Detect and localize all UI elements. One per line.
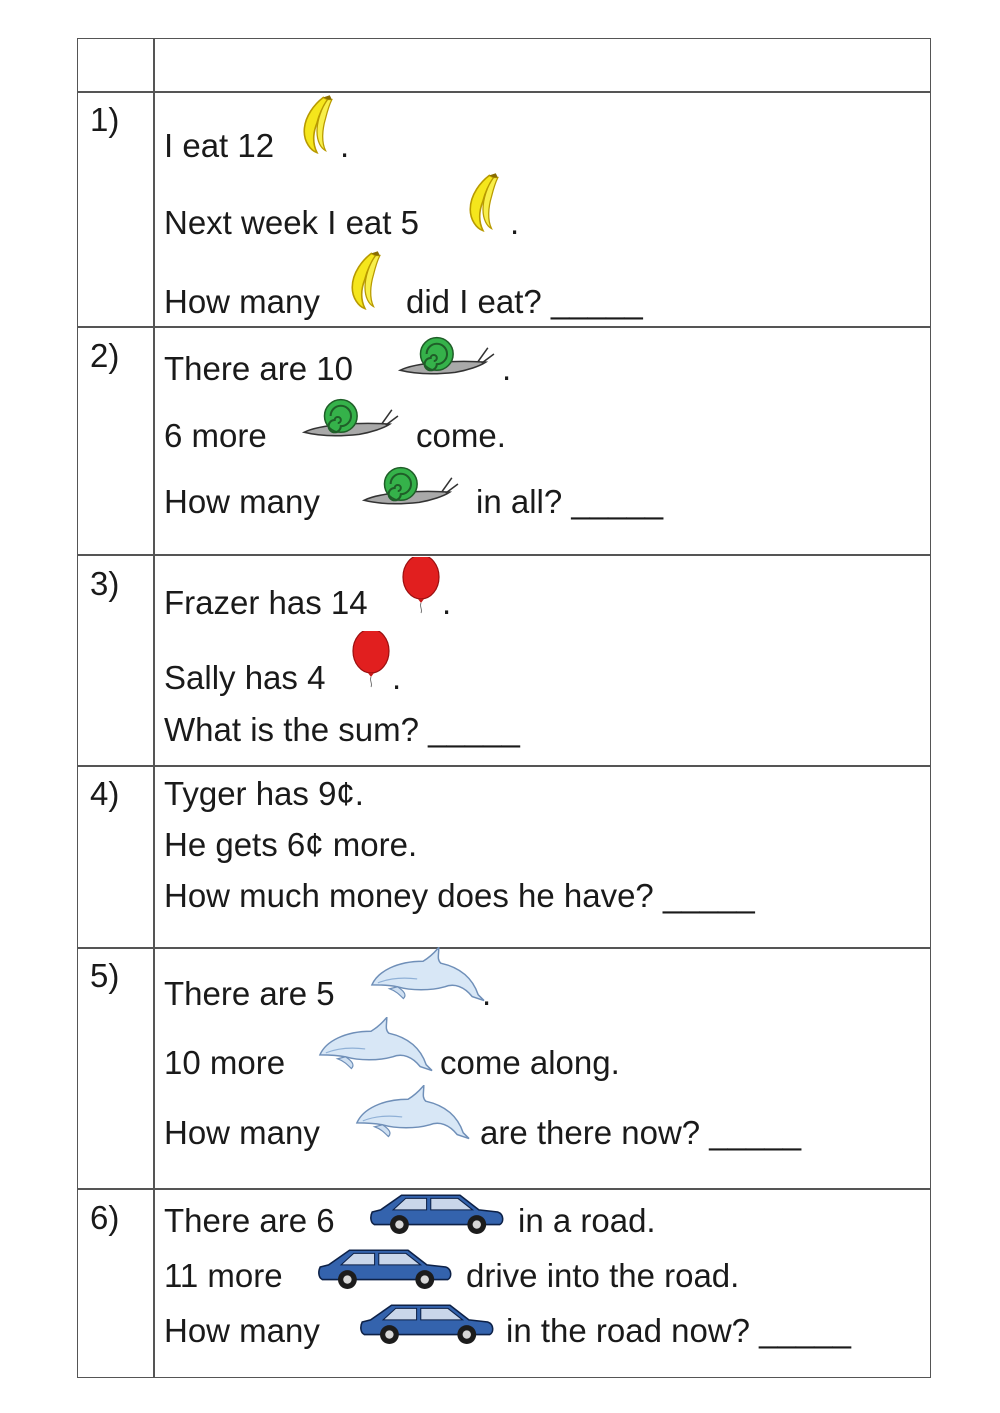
problem-line: in a road. — [518, 1202, 656, 1239]
problem-line: in the road now? _____ — [506, 1312, 851, 1349]
snail-icon — [396, 333, 496, 379]
problem-line: did I eat? _____ — [406, 283, 643, 320]
row-divider — [78, 765, 930, 767]
row-divider — [78, 326, 930, 328]
problem-line: Tyger has 9¢. — [164, 775, 364, 812]
problem-number: 3) — [90, 565, 120, 602]
problem-number: 4) — [90, 775, 120, 812]
problem-line: He gets 6¢ more. — [164, 826, 418, 863]
problem-line: . — [510, 204, 520, 241]
problem-line: How many — [164, 1114, 320, 1151]
problem-line: . — [392, 659, 402, 696]
problem-line: 11 more — [164, 1257, 283, 1294]
balloon-icon — [351, 631, 391, 689]
row-divider — [78, 91, 930, 93]
row-divider — [78, 1188, 930, 1190]
dolphin-icon — [316, 1017, 434, 1073]
banana-icon — [466, 171, 500, 235]
problem-line: Frazer has 14 — [164, 584, 368, 621]
banana-icon — [300, 93, 334, 157]
problem-number: 2) — [90, 337, 120, 374]
problem-line: . — [482, 975, 492, 1012]
car-icon — [358, 1299, 494, 1345]
problem-line: . — [442, 584, 452, 621]
problem-line: There are 10 — [164, 350, 353, 387]
problem-line: I eat 12 — [164, 127, 275, 164]
worksheet-table — [77, 38, 931, 1378]
problem-line: How many — [164, 483, 320, 520]
banana-icon — [348, 249, 382, 313]
dolphin-icon — [353, 1085, 471, 1141]
snail-icon — [360, 463, 460, 509]
dolphin-icon — [368, 947, 486, 1003]
problem-line: . — [340, 127, 350, 164]
problem-line: What is the sum? _____ — [164, 711, 520, 748]
problem-line: 6 more — [164, 417, 267, 454]
car-icon — [368, 1189, 504, 1235]
problem-number: 1) — [90, 101, 120, 138]
problem-line: . — [502, 350, 512, 387]
problem-line: How many — [164, 1312, 320, 1349]
row-divider — [78, 554, 930, 556]
snail-icon — [300, 395, 400, 441]
problem-line: come along. — [440, 1044, 620, 1081]
column-divider — [153, 39, 155, 1377]
problem-line: There are 5 — [164, 975, 335, 1012]
problem-line: come. — [416, 417, 506, 454]
problem-line: 10 more — [164, 1044, 286, 1081]
problem-line: drive into the road. — [466, 1257, 740, 1294]
car-icon — [316, 1244, 452, 1290]
problem-line: How much money does he have? _____ — [164, 877, 755, 914]
problem-line: in all? _____ — [476, 483, 664, 520]
row-divider — [78, 947, 930, 949]
problem-number: 5) — [90, 957, 120, 994]
problem-number: 6) — [90, 1199, 120, 1236]
problem-line: How many — [164, 283, 320, 320]
problem-line: are there now? _____ — [480, 1114, 802, 1151]
problem-line: There are 6 — [164, 1202, 335, 1239]
balloon-icon — [401, 557, 441, 615]
problem-line: Next week I eat 5 — [164, 204, 419, 241]
problem-line: Sally has 4 — [164, 659, 326, 696]
